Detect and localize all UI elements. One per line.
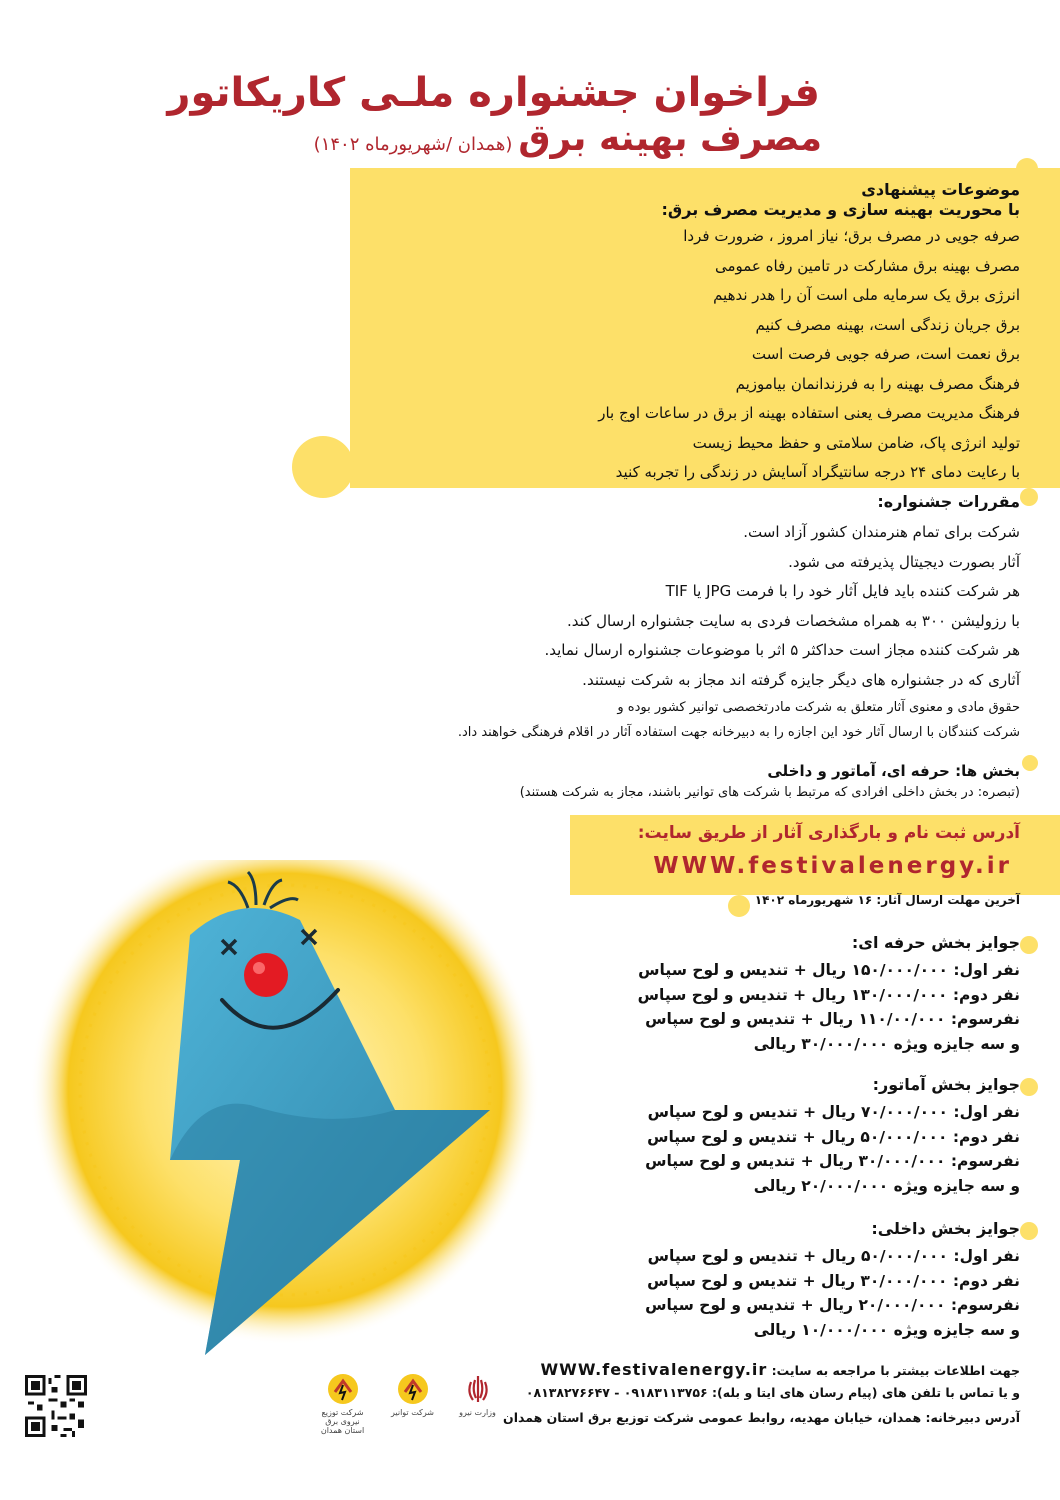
tavanir-emblem-icon <box>393 1372 433 1406</box>
decor-dot <box>728 895 750 917</box>
page-subtitle <box>314 118 822 159</box>
decor-dot <box>1016 158 1038 180</box>
decor-dot <box>1020 1078 1038 1096</box>
footer-info <box>541 1360 1020 1379</box>
list-item: نفر دوم: ۵۰/۰۰۰/۰۰۰ ریال + تندیس و لوح سپاس <box>647 1127 1020 1146</box>
list-item: انرژی برق یک سرمایه ملی است آن را هدر ندهیم <box>713 286 1020 304</box>
list-item: نفر دوم: ۱۳۰/۰۰۰/۰۰۰ ریال + تندیس و لوح سپاس <box>637 985 1020 1004</box>
list-item: با رزولیشن ۳۰۰ به همراه مشخصات فردی به سایت جشنواره ارسال کند. <box>567 611 1020 630</box>
list-item: حقوق مادی و معنوی آثار متعلق به شرکت مادرتخصصی توانیر کشور بوده و <box>617 700 1020 715</box>
deadline: آخرین مهلت ارسال آثار: ۱۶ شهریورماه ۱۴۰۲ <box>754 893 1020 907</box>
prizes-professional-list <box>638 958 1020 1056</box>
nose-highlight <box>253 962 265 974</box>
list-item: فرهنگ مصرف بهینه را به فرزندانمان بیاموزیم <box>735 374 1020 393</box>
footer-website-link[interactable]: WWW.festivalenergy.ir <box>540 1360 768 1379</box>
prizes-professional-title: جوایز بخش حرفه ای: <box>851 933 1020 952</box>
prizes-amateur-title: جوایز بخش آماتور: <box>872 1075 1020 1094</box>
prizes-internal-list <box>645 1244 1020 1342</box>
list-item: مصرف بهینه برق مشارکت در تامین رفاه عمومی <box>714 256 1020 275</box>
list-item: برق نعمت است، صرفه جویی فرصت است <box>751 345 1020 363</box>
iran-emblem-icon <box>458 1372 498 1406</box>
clown-nose-icon <box>244 953 288 997</box>
list-item: و سه جایزه ویژه ۳۰/۰۰۰/۰۰۰ ریالی <box>753 1034 1020 1053</box>
ministry-logo-caption: وزارت نیرو <box>459 1408 496 1417</box>
list-item: آثاری که در جشنواره های دیگر جایزه گرفته اند مجاز به شرکت نیستند. <box>582 670 1020 689</box>
distribution-emblem-icon <box>323 1372 363 1406</box>
rules-list <box>458 518 1020 745</box>
list-item: نفرسوم: ۳۰/۰۰۰/۰۰۰ ریال + تندیس و لوح سپاس <box>645 1152 1020 1170</box>
website-link[interactable]: WWW.festivalenergy.ir <box>653 853 1012 879</box>
list-item: تولید انرژی پاک، ضامن سلامتی و حفظ محیط زیست <box>692 433 1020 452</box>
distribution-logo <box>315 1372 370 1435</box>
list-item: نفر اول: ۵۰/۰۰۰/۰۰۰ ریال + تندیس و لوح سپاس <box>647 1247 1020 1265</box>
rules-title: مقررات جشنواره: <box>877 492 1020 511</box>
tavanir-logo <box>385 1372 440 1417</box>
list-item: شرکت کنندگان با ارسال آثار خود این اجازه را به دبیرخانه جهت استفاده آثار در اقلام فرهنگی خواهند داد. <box>457 725 1020 740</box>
decor-dot <box>1020 1222 1038 1240</box>
tavanir-logo-caption: شرکت توانیر <box>391 1408 434 1417</box>
list-item: نفر اول: ۱۵۰/۰۰۰/۰۰۰ ریال + تندیس و لوح سپاس <box>638 961 1020 979</box>
topics-title: موضوعات پیشنهادی <box>861 180 1020 199</box>
topics-list <box>598 222 1020 488</box>
subtitle-place-date: (همدان /شهریورماه ۱۴۰۲) <box>313 134 513 155</box>
list-item: نفرسوم: ۲۰/۰۰۰/۰۰۰ ریال + تندیس و لوح سپاس <box>645 1296 1020 1314</box>
sections-note: (تبصره: در بخش داخلی افرادی که مرتبط با شرکت های توانیر باشند، مجاز به شرکت هستند) <box>519 785 1020 800</box>
qr-code-icon <box>25 1375 87 1437</box>
decor-dot <box>292 436 354 498</box>
list-item: و سه جایزه ویژه ۲۰/۰۰۰/۰۰۰ ریالی <box>753 1176 1020 1195</box>
topics-subtitle: با محوریت بهینه سازی و مدیریت مصرف برق: <box>661 200 1020 219</box>
page-title: فراخوان جشنواره ملـی کاریکاتور <box>167 70 820 116</box>
registration-label: آدرس ثبت نام و بارگذاری آثار از طریق سایت: <box>637 823 1020 843</box>
footer-secretariat: آدرس دبیرخانه: همدان، خیابان مهدیه، روابط عمومی شرکت توزیع برق استان همدان <box>503 1410 1020 1425</box>
distribution-logo-caption: شرکت توزیع نیروی برق استان همدان <box>320 1408 365 1435</box>
prizes-internal-title: جوایز بخش داخلی: <box>871 1219 1020 1238</box>
list-item: هر شرکت کننده باید فایل آثار خود را با فرمت JPG یا TIF <box>665 582 1020 600</box>
list-item: برق جریان زندگی است، بهینه مصرف کنیم <box>755 315 1020 334</box>
decor-dot <box>1020 488 1038 506</box>
sun-bolt-illustration <box>0 860 560 1420</box>
footer-info-label: جهت اطلاعات بیشتر با مراجعه به سایت: <box>771 1363 1020 1378</box>
list-item: نفرسوم: ۱۱۰/۰۰/۰۰۰ ریال + تندیس و لوح سپاس <box>645 1010 1020 1028</box>
list-item: نفر اول: ۷۰/۰۰۰/۰۰۰ ریال + تندیس و لوح سپاس <box>647 1103 1020 1121</box>
list-item: آثار بصورت دیجیتال پذیرفته می شود. <box>788 552 1020 571</box>
list-item: شرکت برای تمام هنرمندان کشور آزاد است. <box>743 523 1020 541</box>
list-item: فرهنگ مدیریت مصرف یعنی استفاده بهینه از برق در ساعات اوج بار <box>598 404 1020 422</box>
list-item: صرفه جویی در مصرف برق؛ نیاز امروز ، ضرورت فردا <box>683 227 1020 245</box>
ministry-logo <box>450 1372 505 1417</box>
sections-label: بخش ها: حرفه ای، آماتور و داخلی <box>767 762 1020 780</box>
list-item: نفر دوم: ۳۰/۰۰۰/۰۰۰ ریال + تندیس و لوح سپاس <box>647 1271 1020 1290</box>
footer-contact: و یا تماس با تلفن های (پیام رسان های ایتا و بله): ۰۹۱۸۳۱۱۳۷۵۶ - ۰۸۱۳۸۲۷۶۶۴۷ <box>525 1385 1020 1400</box>
decor-dot <box>1020 936 1038 954</box>
list-item: و سه جایزه ویژه ۱۰/۰۰۰/۰۰۰ ریالی <box>753 1320 1020 1339</box>
list-item: هر شرکت کننده مجاز است حداکثر ۵ اثر با موضوعات جشنواره ارسال نماید. <box>544 641 1020 659</box>
subtitle-main: مصرف بهینه برق <box>518 118 822 159</box>
decor-dot <box>1022 755 1038 771</box>
list-item: با رعایت دمای ۲۴ درجه سانتیگراد آسایش در زندگی را تجربه کنید <box>615 463 1020 481</box>
prizes-amateur-list <box>645 1100 1020 1198</box>
